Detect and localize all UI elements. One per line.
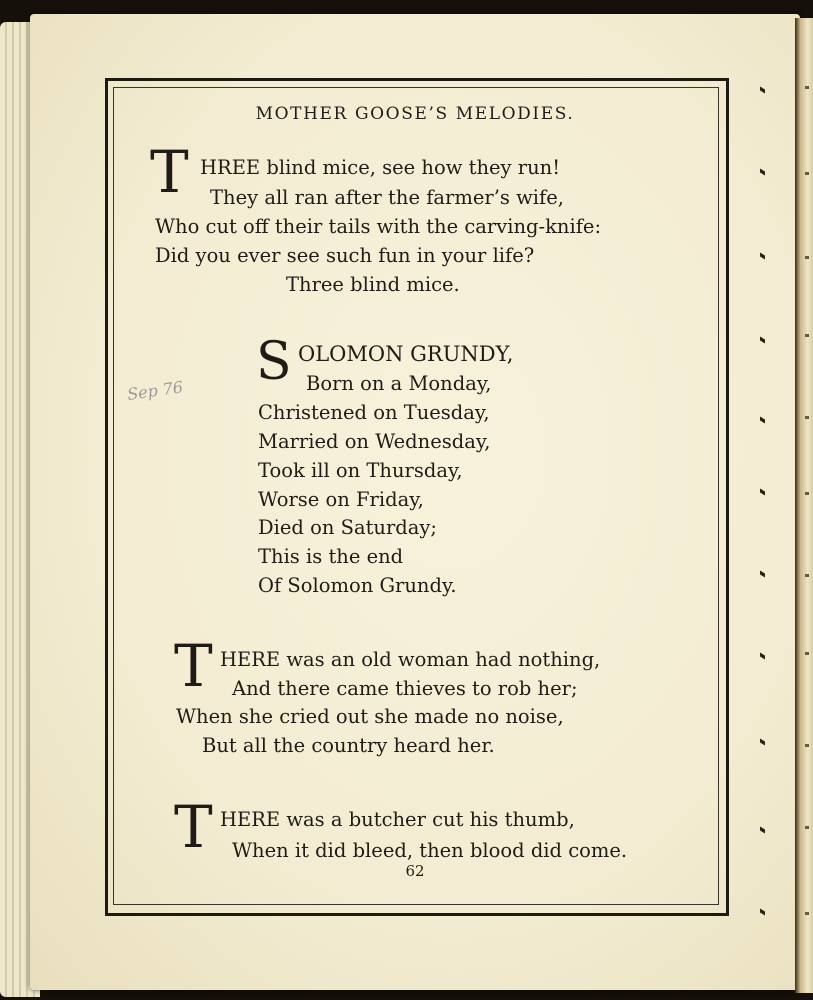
poem-line: Christened on Tuesday,: [258, 401, 490, 424]
margin-tick: [805, 86, 809, 89]
poem-line: But all the country heard her.: [202, 734, 495, 757]
pencil-annotation: Sep 76: [125, 377, 185, 404]
dropcap: S: [256, 332, 292, 392]
margin-tick: [805, 652, 809, 655]
poem-line: And there came thieves to rob her;: [232, 677, 578, 700]
margin-tick: [805, 334, 809, 337]
poem-line: This is the end: [258, 545, 404, 568]
poem-line: HREE blind mice, see how they run!: [200, 156, 561, 179]
poem-line: Did you ever see such fun in your life?: [155, 244, 535, 267]
margin-tick: [805, 492, 809, 495]
margin-tick: [805, 574, 809, 577]
margin-tick: [805, 826, 809, 829]
poem-line: Died on Saturday;: [258, 516, 437, 539]
margin-tick: [805, 416, 809, 419]
dropcap: T: [174, 632, 213, 700]
poem-line: HERE was a butcher cut his thumb,: [220, 808, 575, 831]
page-title: MOTHER GOOSE’S MELODIES.: [255, 104, 575, 124]
poem-line: They all ran after the farmer’s wife,: [210, 186, 564, 209]
poem-line: Of Solomon Grundy.: [258, 574, 457, 597]
poem-line: When it did bleed, then blood did come.: [232, 839, 628, 862]
dropcap: T: [150, 138, 189, 206]
margin-tick: [805, 912, 809, 915]
poem-line: OLOMON GRUNDY,: [298, 342, 514, 366]
poem-line: Married on Wednesday,: [258, 430, 491, 453]
poem-line: Born on a Monday,: [306, 372, 492, 395]
poem-line: Who cut off their tails with the carving-knife:: [155, 215, 602, 238]
page-number: 62: [405, 862, 425, 880]
next-page-edge: [795, 18, 813, 993]
margin-tick: [805, 256, 809, 259]
poem-line: Three blind mice.: [286, 273, 460, 296]
poem-line: Worse on Friday,: [258, 488, 424, 511]
poem-line: HERE was an old woman had nothing,: [220, 648, 601, 671]
margin-tick: [805, 744, 809, 747]
dropcap: T: [174, 793, 213, 861]
poem-line: Took ill on Thursday,: [258, 459, 463, 482]
margin-tick: [805, 172, 809, 175]
poem-line: When she cried out she made no noise,: [176, 705, 564, 728]
